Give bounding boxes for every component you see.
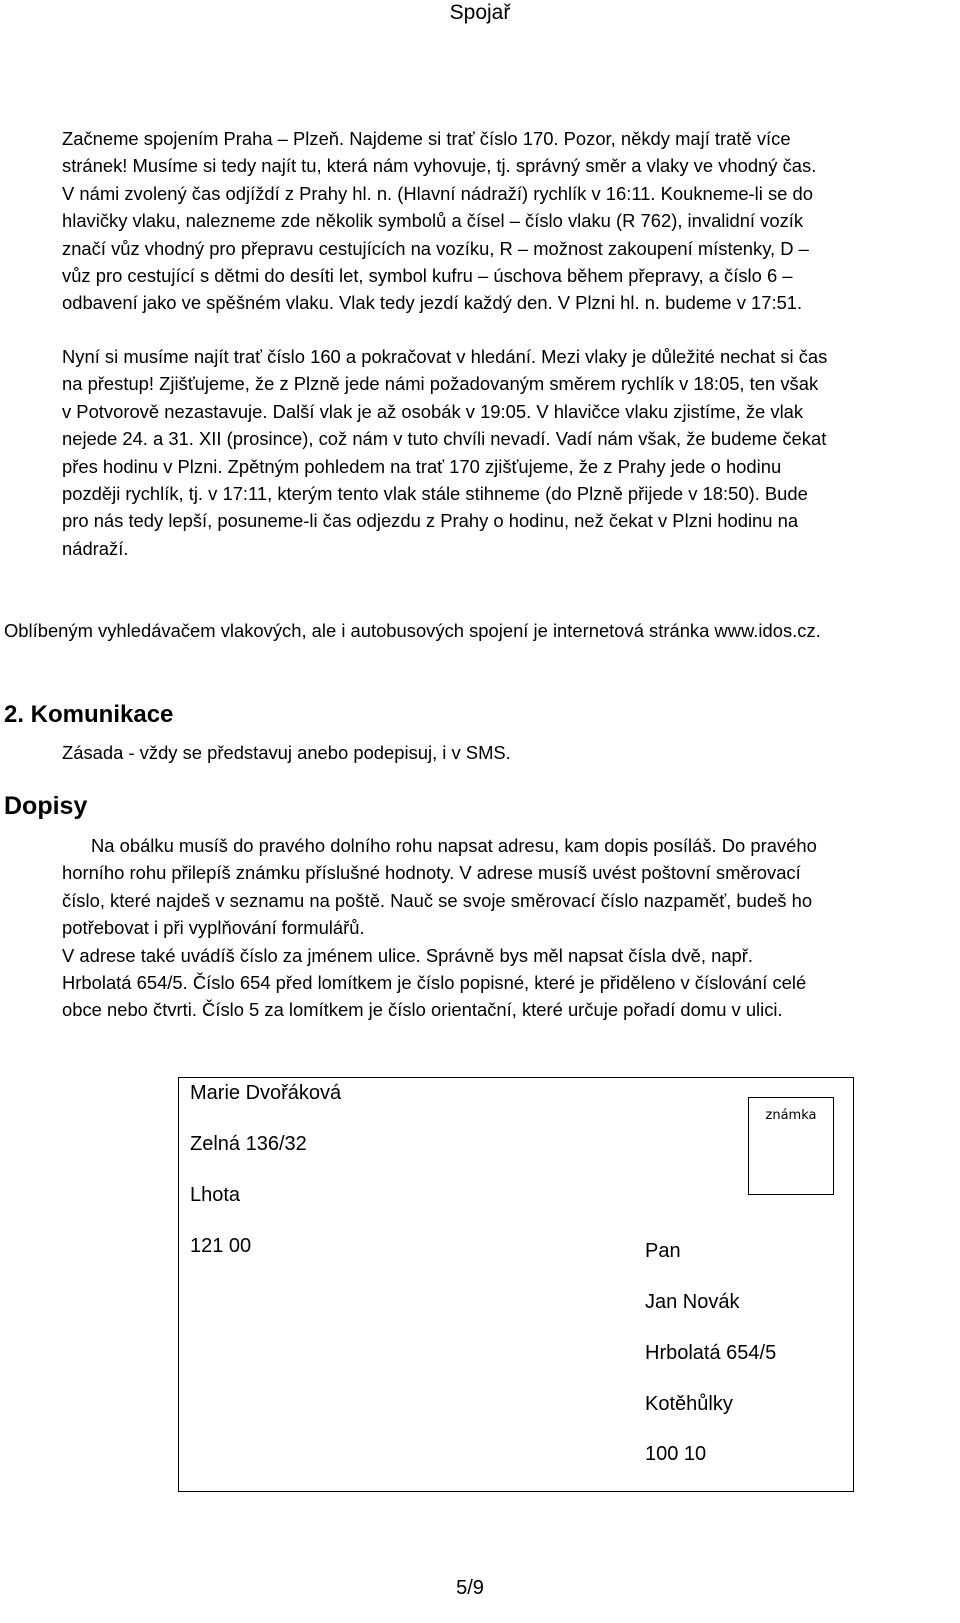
paragraph-line: potřebovat i při vyplňování formulářů. — [62, 917, 365, 939]
sender-zip: 121 00 — [190, 1235, 252, 1257]
paragraph-line: hlavičky vlaku, nalezneme zde několik symbolů a čísel – číslo vlaku (R 762), invalidní vozík — [62, 210, 804, 232]
paragraph-line: značí vůz vhodný pro přepravu cestujících na vozíku, R – možnost zakoupení místenky, D – — [62, 237, 809, 259]
recipient-salutation: Pan — [645, 1240, 681, 1262]
recipient-zip: 100 10 — [645, 1443, 707, 1465]
stamp-placeholder — [748, 1097, 834, 1195]
recipient-city: Kotěhůlky — [645, 1393, 733, 1415]
recipient-street: Hrbolatá 654/5 — [645, 1342, 777, 1364]
communication-heading: 2. Komunikace — [4, 701, 174, 728]
paragraph-line: číslo, které najdeš v seznamu na poště. Nauč se svoje směrovací číslo nazpaměť, budeš ho — [62, 889, 813, 911]
paragraph-line: vůz pro cestující s dětmi do desíti let, symbol kufru – úschova během přepravy, a číslo 6 – — [62, 265, 793, 287]
page-header-title: Spojař — [449, 1, 511, 24]
letters-heading: Dopisy — [4, 792, 88, 820]
page-number: 5/9 — [456, 1577, 484, 1599]
paragraph-line: na přestup! Zjišťujeme, že z Plzně jede námi požadovaným směrem rychlík v 18:05, ten však — [62, 373, 819, 395]
paragraph-line: odbavení jako ve spěšném vlaku. Vlak tedy jezdí každý den. V Plzni hl. n. budeme v 17:51. — [62, 292, 803, 314]
paragraph-line: V námi zvolený čas odjíždí z Prahy hl. n. (Hlavní nádraží) rychlík v 16:11. Koukneme-li se do — [62, 182, 813, 204]
sender-street: Zelná 136/32 — [190, 1133, 307, 1155]
letters-paragraph — [62, 832, 817, 1024]
sender-name: Marie Dvořáková — [190, 1082, 342, 1104]
paragraph-line: Začneme spojením Praha – Plzeň. Najdeme si trať číslo 170. Pozor, někdy mají tratě více — [62, 128, 791, 149]
paragraph-line: později rychlík, tj. v 17:11, kterým tento vlak stále stihneme (do Plzně přijede v 18:50). Bude — [62, 483, 808, 505]
paragraph-line: V adrese také uvádíš číslo za jménem ulice. Správně bys měl napsat čísla dvě, např. — [62, 944, 754, 966]
transfer-paragraph — [62, 343, 827, 562]
paragraph-line: obce nebo čtvrti. Číslo 5 za lomítkem je číslo orientační, které určuje pořadí domu v ulici. — [62, 999, 783, 1021]
train-connection-paragraph — [62, 125, 816, 317]
recipient-name: Jan Novák — [645, 1291, 740, 1313]
paragraph-line: nejede 24. a 31. XII (prosince), což nám v tuto chvíli nevadí. Vadí nám však, že budeme čekat — [62, 428, 827, 450]
paragraph-line: Nyní si musíme najít trať číslo 160 a pokračovat v hledání. Mezi vlaky je důležité nechat si čas — [62, 346, 828, 367]
paragraph-line: nádraží. — [62, 537, 129, 559]
stamp-label: známka — [765, 1108, 817, 1123]
paragraph-line: v Potvorově nezastavuje. Další vlak je až osobák v 19:05. V hlavičce vlaku zjistíme, že vlak — [62, 400, 804, 422]
paragraph-line: přes hodinu v Plzni. Zpětným pohledem na trať 170 zjišťujeme, že z Prahy jede o hodinu — [62, 455, 782, 477]
paragraph-line: Hrbolatá 654/5. Číslo 654 před lomítkem je číslo popisné, které je přiděleno v číslování celé — [62, 972, 807, 994]
communication-principle: Zásada - vždy se představuj anebo podepisuj, i v SMS. — [62, 742, 511, 763]
paragraph-line: Na obálku musíš do pravého dolního rohu napsat adresu, kam dopis posíláš. Do pravého — [91, 835, 817, 856]
idos-note: Oblíbeným vyhledávačem vlakových, ale i autobusových spojení je internetová stránka www.idos.cz. — [4, 620, 821, 641]
paragraph-line: pro nás tedy lepší, posuneme-li čas odjezdu z Prahy o hodinu, než čekat v Plzni hodinu na — [62, 510, 799, 532]
paragraph-line: stránek! Musíme si tedy najít tu, která nám vyhovuje, tj. správný směr a vlaky ve vhodný čas. — [62, 155, 817, 177]
paragraph-line: horního rohu přilepíš známku příslušné hodnoty. V adrese musíš uvést poštovní směrovací — [62, 862, 801, 884]
sender-city: Lhota — [190, 1184, 241, 1206]
